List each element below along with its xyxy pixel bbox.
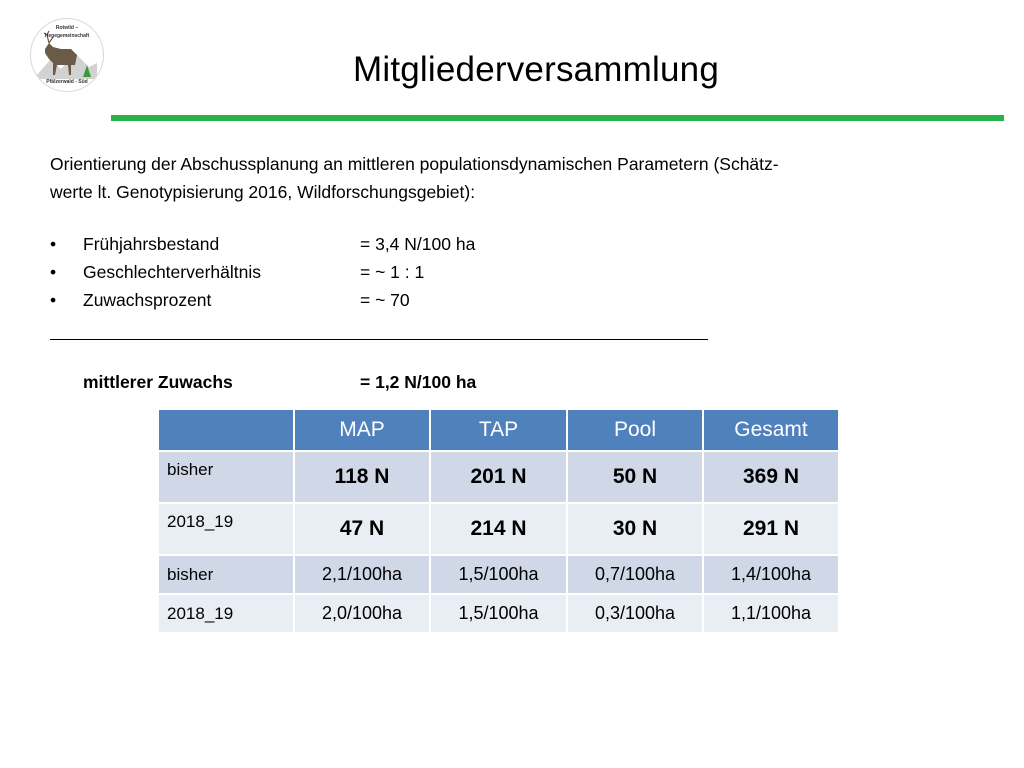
table-cell: 30 N [567,503,703,555]
intro-line-1: Orientierung der Abschussplanung an mittleren populationsdynamischen Parametern (Schätz- [50,154,779,174]
list-item-label: Frühjahrsbestand [83,234,220,254]
bullet-icon: • [50,262,57,282]
row-label: bisher [158,555,294,594]
bullet-icon: • [50,290,57,310]
list-item-label: Geschlechterverhältnis [83,262,261,282]
table-cell: 50 N [567,451,703,503]
table-header-cell [158,409,294,451]
table-row [158,451,839,503]
table-row [158,503,839,555]
table-cell: 1,5/100ha [430,594,567,633]
row-label: 2018_19 [158,594,294,633]
table-cell: 118 N [294,451,430,503]
table-cell: 0,3/100ha [567,594,703,633]
table-header-cell: MAP [294,409,430,451]
table-cell: 291 N [703,503,839,555]
page-title: Mitgliederversammlung [353,50,719,89]
logo-text-line2: Hegegemeinschaft [44,33,90,39]
bullet-icon: • [50,234,57,254]
intro-line-2: werte lt. Genotypisierung 2016, Wildforschungsgebiet): [50,182,476,202]
title-underline [111,115,1004,121]
table-cell: 1,5/100ha [430,555,567,594]
table-header-cell: Gesamt [703,409,839,451]
table-cell: 201 N [430,451,567,503]
harvest-table [157,408,840,634]
list-item-value: = ~ 1 : 1 [360,262,425,282]
list-item-value: = 3,4 N/100 ha [360,234,476,254]
table-cell: 2,0/100ha [294,594,430,633]
list-item-value: = ~ 70 [360,290,410,310]
row-label: bisher [158,451,294,503]
row-label: 2018_19 [158,503,294,555]
table-cell: 1,4/100ha [703,555,839,594]
list-item-label: Zuwachsprozent [83,290,212,310]
logo-text-line1: Rotwild – [55,25,79,31]
table-cell: 1,1/100ha [703,594,839,633]
summary-label: mittlerer Zuwachs [83,372,233,392]
table-cell: 47 N [294,503,430,555]
table-cell: 2,1/100ha [294,555,430,594]
table-cell: 214 N [430,503,567,555]
table-cell: 0,7/100ha [567,555,703,594]
table-header-cell: Pool [567,409,703,451]
separator-line [50,339,708,340]
table-row [158,555,839,594]
table-cell: 369 N [703,451,839,503]
table-row [158,594,839,633]
table-header-cell: TAP [430,409,567,451]
table-header-row [158,409,839,451]
logo-text-line3: Pfälzerwald - Süd [46,79,88,85]
summary-value: = 1,2 N/100 ha [360,372,477,392]
